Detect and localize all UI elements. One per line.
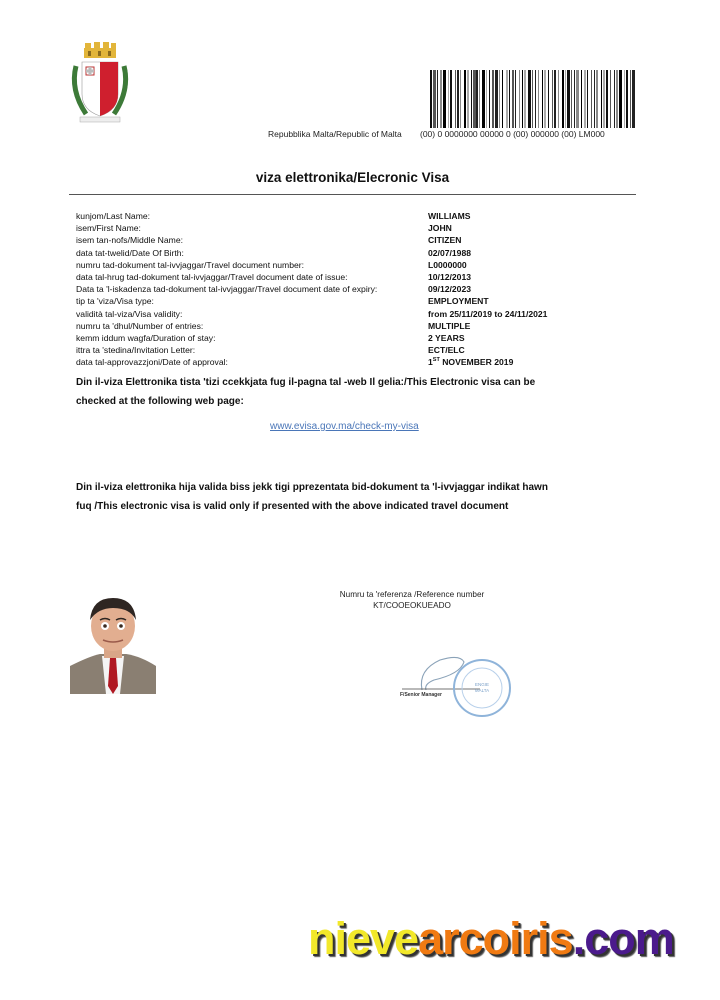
field-label: isem/First Name: bbox=[76, 223, 141, 234]
svg-text:ENGIE: ENGIE bbox=[474, 682, 490, 687]
field-label: numru ta 'dhul/Number of entries: bbox=[76, 320, 204, 331]
field-value: MULTIPLE bbox=[428, 320, 471, 331]
field-invitation-letter bbox=[76, 344, 596, 356]
field-first-name bbox=[76, 222, 596, 234]
field-date-of-approval bbox=[76, 356, 596, 368]
check-notice: Din il-viza Elettronika tista 'tizi ccekkjata fug il-pagna tal -web Il gelia:/This Electronic visa can be checked at the following web page: bbox=[76, 377, 536, 407]
field-travel-doc-number bbox=[76, 259, 596, 271]
field-value: 10/12/2013 bbox=[428, 271, 472, 282]
field-travel-doc-expiry bbox=[76, 283, 596, 295]
reference-label: Numru ta 'referenza /Reference number bbox=[339, 590, 485, 599]
field-value: EMPLOYMENT bbox=[428, 296, 489, 307]
field-label: data tat-twelid/Date Of Birth: bbox=[76, 247, 184, 258]
validity-notice: Din il-viza elettronika hija valida biss jekk tigi pprezentata bid-dokument ta 'l-ivvjaggar indikat hawn fuq /This electronic visa is valid only if presented with the above indicated travel document bbox=[76, 482, 548, 512]
field-value: WILLIAMS bbox=[428, 211, 471, 221]
svg-text:MALTA: MALTA bbox=[474, 688, 490, 693]
field-label: kemm iddum wagfa/Duration of stay: bbox=[76, 332, 216, 343]
watermark-brand bbox=[308, 914, 674, 964]
reference-block bbox=[300, 589, 524, 611]
check-visa-link[interactable]: www.evisa.gov.ma/check-my-visa bbox=[270, 421, 419, 432]
document-title: viza elettronika/Elecronic Visa bbox=[255, 170, 450, 185]
field-middle-name bbox=[76, 234, 596, 246]
field-label: kunjom/Last Name: bbox=[76, 211, 151, 221]
approval-day: 1 bbox=[428, 357, 433, 368]
holder-photo bbox=[70, 590, 156, 694]
field-value: 02/07/1988 bbox=[428, 247, 472, 258]
field-visa-validity bbox=[76, 308, 596, 320]
title-divider bbox=[69, 194, 636, 195]
reference-number: KT/COOEOKUEADO bbox=[373, 601, 451, 610]
field-value: from 25/11/2019 to 24/11/2021 bbox=[428, 308, 548, 319]
field-value: CITIZEN bbox=[428, 235, 462, 246]
field-duration bbox=[76, 332, 596, 344]
field-label: data tal-hrug tad-dokument tal-ivvjaggar/Travel document date of issue: bbox=[76, 271, 348, 282]
field-label: Data ta 'l-iskadenza tad-dokument tal-ivvjaggar/Travel document date of expiry: bbox=[76, 284, 378, 295]
country-label: Repubblika Malta/Republic of Malta bbox=[268, 129, 402, 139]
field-date-of-birth bbox=[76, 247, 596, 259]
field-value bbox=[428, 356, 513, 368]
field-label: validità tal-viza/Visa validity: bbox=[76, 308, 183, 319]
field-value: ECT/ELC bbox=[428, 345, 465, 356]
field-visa-type bbox=[76, 295, 596, 307]
field-value: 09/12/2023 bbox=[428, 284, 472, 295]
visa-fields bbox=[76, 210, 596, 368]
field-label: data tal-approvazzjoni/Date of approval: bbox=[76, 357, 228, 368]
field-travel-doc-issue bbox=[76, 271, 596, 283]
malta-coat-of-arms-icon bbox=[66, 40, 134, 126]
field-value: 2 YEARS bbox=[428, 332, 465, 343]
approval-month-year: NOVEMBER 2019 bbox=[439, 357, 514, 368]
field-label: isem tan-nofs/Middle Name: bbox=[76, 235, 183, 246]
signature-stamp bbox=[400, 650, 520, 725]
brand-part-2: arcoiris bbox=[418, 913, 573, 964]
brand-part-3: .com bbox=[572, 913, 674, 964]
barcode-number: (00) 0 0000000 00000 0 (00) 000000 (00) LM000 bbox=[420, 129, 605, 139]
field-last-name bbox=[76, 210, 596, 222]
barcode bbox=[430, 70, 635, 128]
field-value: JOHN bbox=[428, 223, 452, 234]
signature-title: F/Senior Manager bbox=[400, 692, 442, 698]
field-label: ittra ta 'stedina/Invitation Letter: bbox=[76, 345, 196, 356]
field-label: numru tad-dokument tal-ivvjaggar/Travel document number: bbox=[76, 259, 304, 270]
field-label: tip ta 'viza/Visa type: bbox=[76, 296, 154, 307]
field-entries bbox=[76, 320, 596, 332]
approval-day-suffix: ST bbox=[432, 357, 440, 364]
field-value: L0000000 bbox=[428, 259, 467, 270]
brand-part-1: nieve bbox=[308, 913, 419, 964]
